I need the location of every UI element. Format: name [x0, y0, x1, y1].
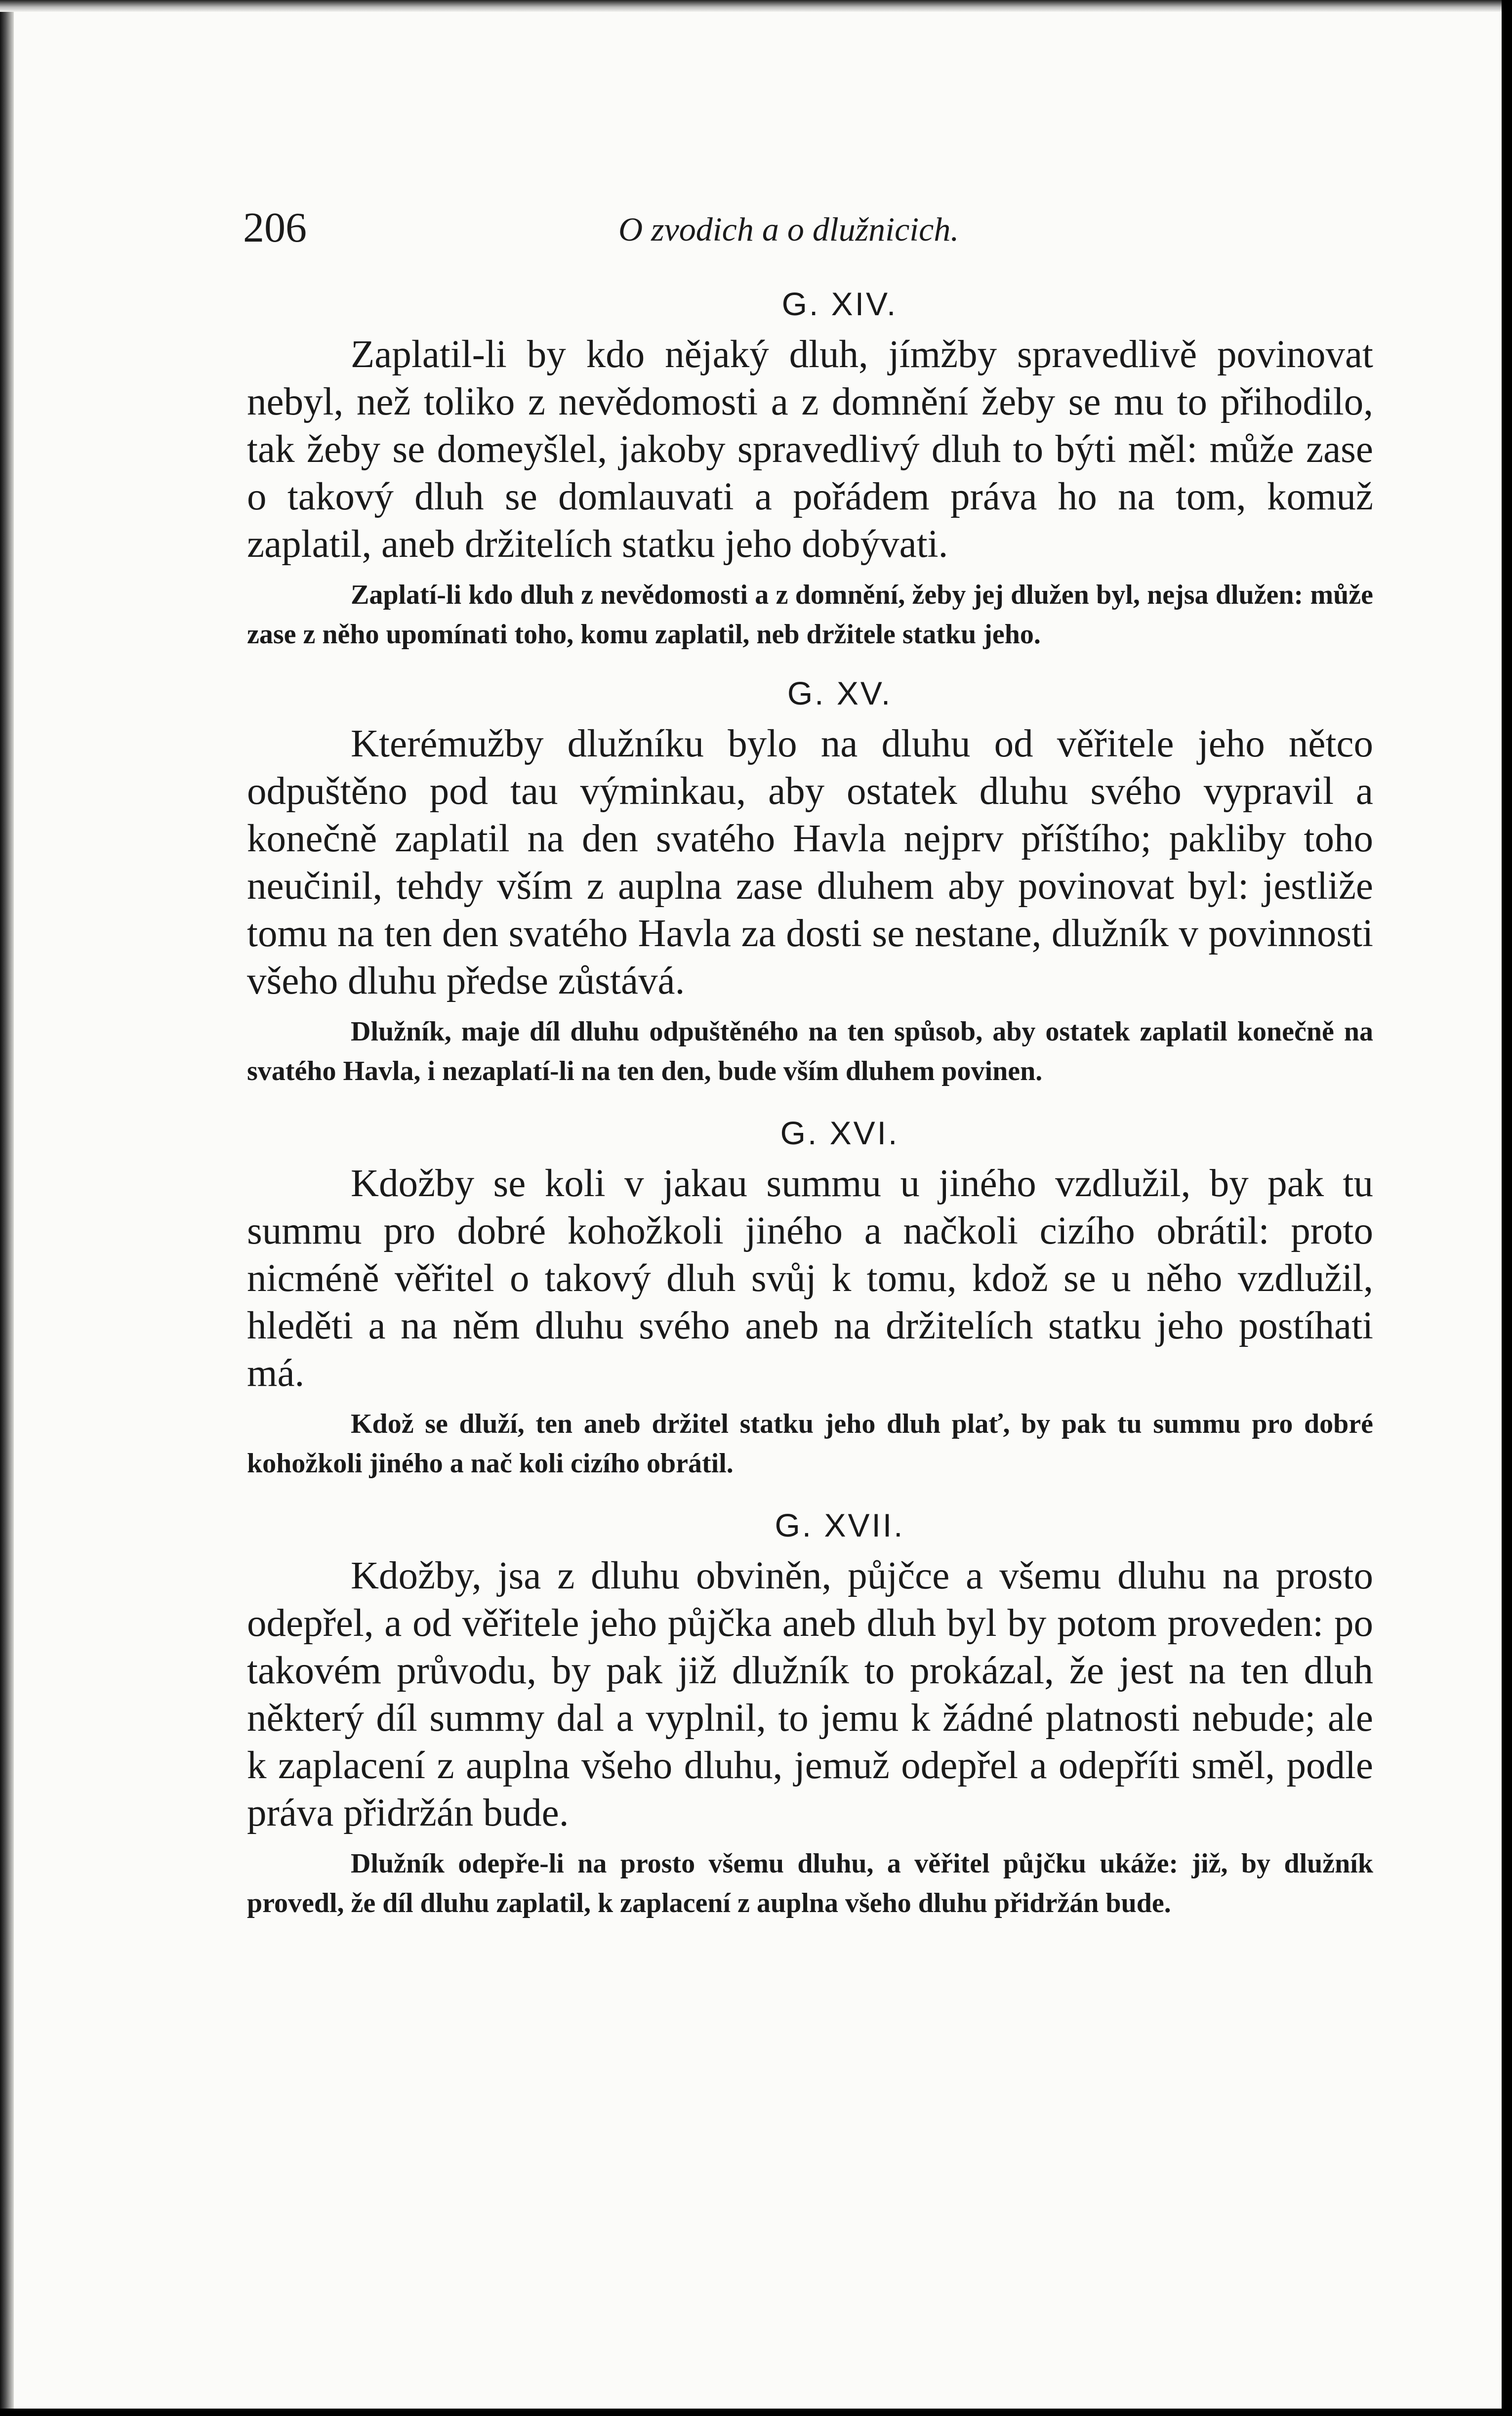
- section-text: Kterémužby dlužníku bylo na dluhu od věřitele jeho nětco odpuštěno pod tau výminkau, aby ostatek dluhu svého vypravil a konečně zaplatil na den svatého Havla nejprv příštího; pakliby toho neučinil, tehdy vším z auplna zase dluhem aby povinovat byl: jestliže tomu na ten den svatého Havla za dosti se nestane, dlužník v povinnosti všeho dluhu předse zůstává.: [247, 722, 1373, 1002]
- section-heading: G. XVII.: [775, 1507, 905, 1543]
- section-heading: G. XVI.: [780, 1115, 899, 1151]
- section-summary: Dlužník odepře-li na prosto všemu dluhu, a věřitel půjčku ukáže: již, by dlužník provedl, že díl dluhu zaplatil, k zaplacení z auplna všeho dluhu přidržán bude.: [247, 1848, 1373, 1918]
- section-summary: Zaplatí-li kdo dluh z nevědomosti a z domnění, žeby jej dlužen byl, nejsa dlužen: může zase z něho upomínati toho, komu zaplatil, neb držitele statku jeho.: [247, 580, 1373, 650]
- section-xvi: [247, 1111, 1373, 1483]
- section-heading: G. XV.: [787, 675, 893, 711]
- section-xv: [247, 671, 1373, 1091]
- section-text: Zaplatil-li by kdo nějaký dluh, jímžby spravedlivě povinovat nebyl, než toliko z nevědomosti a z domnění žeby se mu to přihodilo, tak žeby se domeyšlel, jakoby spravedlivý dluh to býti měl: může zase o takový dluh se domlauvati a pořádem práva ho na tom, komuž zaplatil, aneb držitelích statku jeho dobývati.: [247, 333, 1373, 566]
- section-xiv: [247, 282, 1373, 654]
- section-xvii: [247, 1503, 1373, 1923]
- section-summary: Dlužník, maje díl dluhu odpuštěného na ten spůsob, aby ostatek zaplatil konečně na svatého Havla, i nezaplatí-li na ten den, bude vším dluhem povinen.: [247, 1016, 1373, 1086]
- section-heading: G. XIV.: [781, 286, 898, 322]
- page-body: [247, 282, 1373, 1923]
- section-text: Kdožby, jsa z dluhu obviněn, půjčce a všemu dluhu na prosto odepřel, a od věřitele jeho půjčka aneb dluh byl by potom proveden: po takovém průvodu, by pak již dlužník to prokázal, že jest na ten dluh některý díl summy dal a vyplnil, to jemu k žádné platnosti nebude; ale k zaplacení z auplna všeho dluhu, jemuž odepřel a odepříti směl, podle práva přidržán bude.: [247, 1554, 1373, 1834]
- running-title: O zvodich a o dlužnicich.: [618, 210, 959, 248]
- page-number: 206: [243, 204, 307, 251]
- running-head: [243, 203, 1374, 257]
- section-summary: Kdož se dluží, ten aneb držitel statku jeho dluh plať, by pak tu summu pro dobré kohožkoli jiného a nač koli cizího obrátil.: [247, 1409, 1373, 1479]
- section-text: Kdožby se koli v jakau summu u jiného vzdlužil, by pak tu summu pro dobré kohožkoli jiného a načkoli cizího obrátil: proto nicméně věřitel o takový dluh svůj k tomu, kdož se u něho vzdlužil, hleděti a na něm dluhu svého aneb na držitelích statku jeho postíhati má.: [247, 1162, 1373, 1395]
